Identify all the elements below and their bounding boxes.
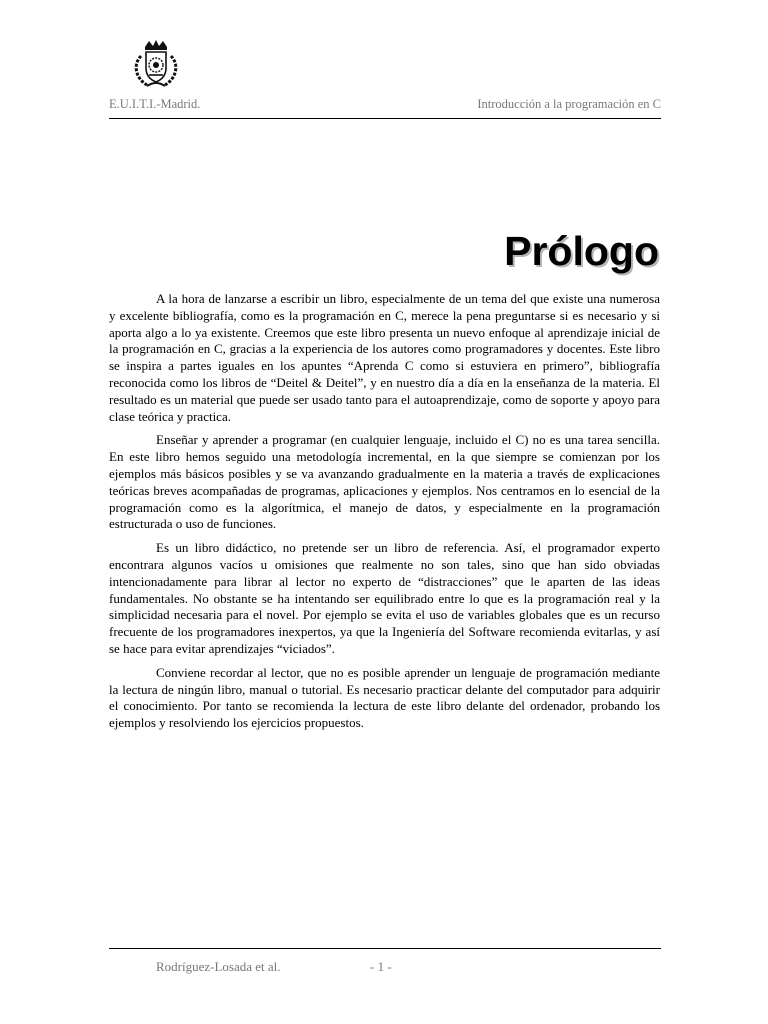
header-institution: E.U.I.T.I.-Madrid. <box>109 97 201 111</box>
paragraph: Conviene recordar al lector, que no es posible aprender un lenguaje de programación mediante la lectura de ningún libro, manual o tutorial. Es necesario practicar delante del computador para adquirir el conocimiento. Por tanto se recomienda la lectura de este libro delante del ordenador, probando los ejemplos y resolviendo los ejercicios propuestos. <box>109 664 660 731</box>
footer-author: Rodríguez-Losada et al. <box>156 959 281 974</box>
header-book-title: Introducción a la programación en C <box>477 97 661 111</box>
paragraph: Es un libro didáctico, no pretende ser un libro de referencia. Así, el programador experto encontrara algunos vacíos u omisiones que realmente no son tales, sino que han sido obviadas intencionadamente para librar al lector no experto de “distracciones” que le aparten de las ideas fundamentales. No obstante se ha intentando ser equilibrado entre lo que es la programación real y la simplicidad necesaria para el novel. Por ejemplo se evita el uso de variables globales que es un recurso frecuente de los programadores inexpertos, ya que la Ingeniería del Software recomienda evitarlas, y así se hace para evitar aprendizajes “viciados”. <box>109 540 660 656</box>
page-number: - 1 - <box>370 959 392 974</box>
crest-icon <box>127 38 185 90</box>
paragraph: Enseñar y aprender a programar (en cualquier lenguaje, incluido el C) no es una tarea sencilla. En este libro hemos seguido una metodología incremental, en la que siempre se comienzan por los ejemplos más básicos posibles y se va avanzando gradualmente en la materia a través de explicaciones teóricas breves acompañadas de programas, aplicaciones y ejemplos. Nos centramos en lo esencial de la programación como es la algorítmica, el manejo de datos, y especialmente en la programación estructurada o uso de funciones. <box>109 432 660 532</box>
page-title: Prólogo <box>504 228 659 274</box>
body-text <box>109 291 660 739</box>
footer-divider <box>109 948 661 949</box>
paragraph: A la hora de lanzarse a escribir un libro, especialmente de un tema del que existe una numerosa y excelente bibliografía, como es la programación en C, merece la pena preguntarse si es necesario y si aporta algo a lo ya existente. Creemos que este libro presenta un nuevo enfoque al aprendizaje inicial de la programación en C, gracias a la experiencia de los autores como programadores y docentes. Este libro se inspira a partes iguales en los apuntes “Aprenda C como si estuviera en primero”, bibliografía reconocida como los libros de “Deitel & Deitel”, y en nuestro día a día en la enseñanza de la materia. El resultado es un material que puede ser usado tanto para el autoaprendizaje, como de soporte y apoyo para clase teórica y practica. <box>109 291 660 424</box>
header-divider <box>109 118 661 119</box>
